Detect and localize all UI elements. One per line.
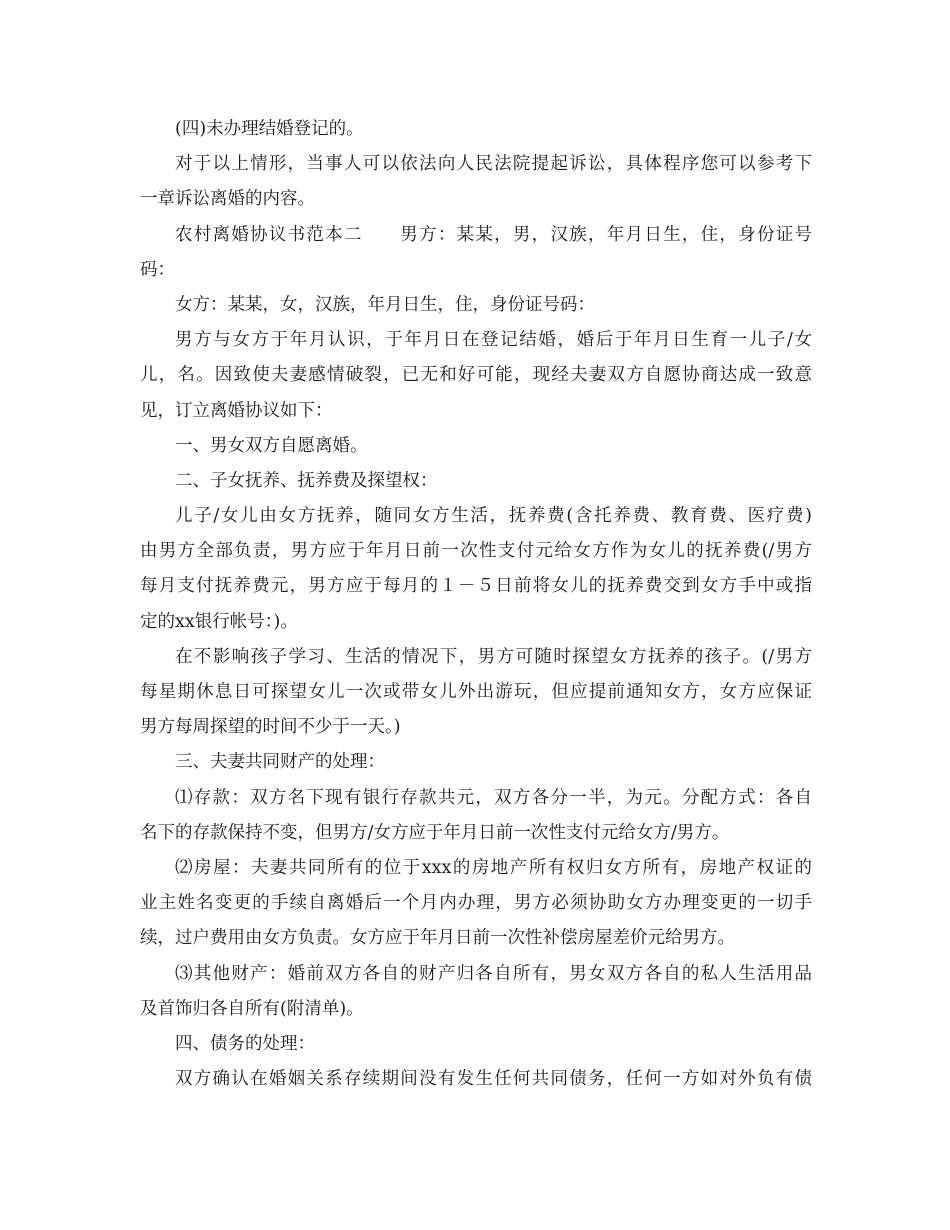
paragraph-line: 在不影响孩子学习、生活的情况下，男方可随时探望女方抚养的孩子。(/男方 — [175, 646, 812, 667]
paragraph-line: 对于以上情形，当事人可以依法向人民法院提起诉讼，具体程序您可以参考下 — [175, 154, 812, 175]
paragraph-line: 儿子/女儿由女方抚养，随同女方生活，抚养费(含托养费、教育费、医疗费) — [175, 506, 812, 527]
paragraph-line: ⑵房屋：夫妻共同所有的位于xxx的房地产所有权归女方所有，房地产权证的 — [175, 857, 812, 878]
paragraph-line: 定的xx银行帐号：)。 — [140, 611, 298, 632]
paragraph-line: 儿，名。因致使夫妻感情破裂，已无和好可能，现经夫妻双方自愿协商达成一致意 — [140, 365, 812, 386]
paragraph-line: 农村离婚协议书范本二 男方：某某，男，汉族，年月日生，住，身份证号 — [175, 224, 812, 245]
paragraph-line: 男方与女方于年月认识，于年月日在登记结婚，婚后于年月日生育一儿子/女 — [175, 330, 812, 351]
section-heading: 四、债务的处理： — [175, 1033, 315, 1054]
paragraph-line: ⑶其他财产：婚前双方各自的财产归各自所有，男女双方各自的私人生活用品 — [175, 963, 812, 984]
paragraph-line: 女方：某某，女，汉族，年月日生，住，身份证号码： — [175, 294, 595, 315]
paragraph-line: 码： — [140, 259, 175, 280]
paragraph-line: 名下的存款保持不变，但男方/女方应于年月日前一次性支付元给女方/男方。 — [140, 822, 730, 843]
paragraph-line: 业主姓名变更的手续自离婚后一个月内办理，男方必须协助女方办理变更的一切手 — [140, 893, 812, 914]
paragraph-line: ⑴存款：双方名下现有银行存款共元，双方各分一半，为元。分配方式：各自 — [175, 787, 812, 808]
document-body — [140, 112, 812, 1097]
paragraph-line: 见，订立离婚协议如下： — [140, 400, 333, 421]
paragraph-line: 双方确认在婚姻关系存续期间没有发生任何共同债务，任何一方如对外负有债 — [175, 1069, 812, 1090]
section-heading: 三、夫妻共同财产的处理： — [175, 752, 385, 773]
paragraph-line: 由男方全部负责，男方应于年月日前一次性支付元给女方作为女儿的抚养费(/男方 — [140, 541, 812, 562]
paragraph-line: 一章诉讼离婚的内容。 — [140, 189, 315, 210]
paragraph-line: 每月支付抚养费元，男方应于每月的１－５日前将女儿的抚养费交到女方手中或指 — [140, 576, 812, 597]
paragraph-line: 续，过户费用由女方负责。女方应于年月日前一次性补偿房屋差价元给男方。 — [140, 928, 735, 949]
paragraph-line: (四)未办理结婚登记的。 — [175, 119, 364, 139]
section-heading: 一、男女双方自愿离婚。 — [175, 435, 368, 456]
paragraph-line: 每星期休息日可探望女儿一次或带女儿外出游玩，但应提前通知女方，女方应保证 — [140, 682, 812, 702]
paragraph-line: 及首饰归各自所有(附清单)。 — [140, 998, 364, 1019]
paragraph-line: 男方每周探望的时间不少于一天。) — [140, 717, 401, 738]
section-heading: 二、子女抚养、抚养费及探望权： — [175, 470, 438, 491]
